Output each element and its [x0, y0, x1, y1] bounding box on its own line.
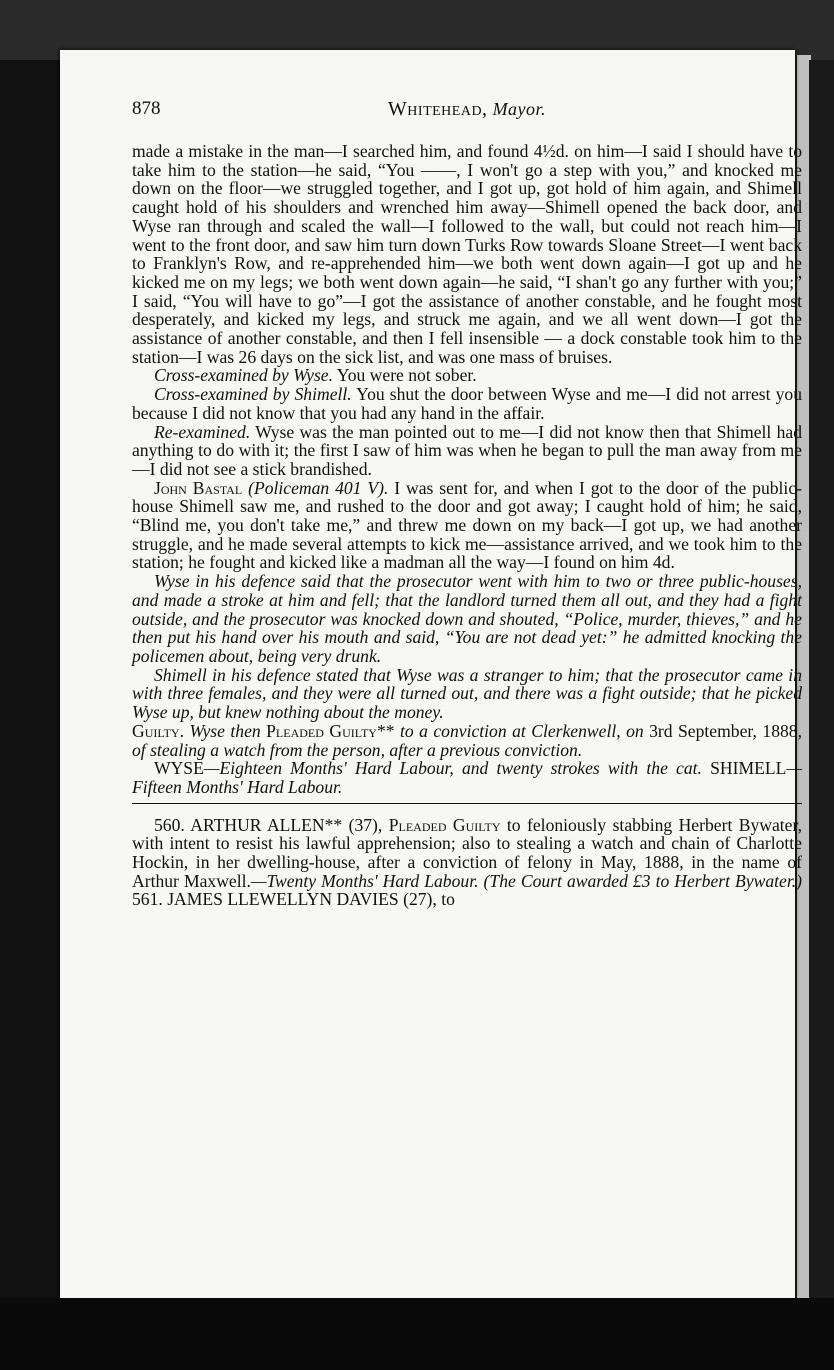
paragraph-witness-john-bastal — [132, 479, 802, 573]
book-page — [60, 50, 803, 1298]
cross-exam-text: You were not sober. — [333, 365, 477, 386]
defendant-name-wyse: WYSE — [154, 758, 204, 779]
re-exam-text: Wyse was the man pointed out to me—I did not know then that Shimell had anything to do with it; the first I saw of him was when he began to pull the man away from me—I did not see a stick brandished. — [132, 421, 802, 479]
running-head — [132, 98, 802, 121]
case-number: 560. — [154, 814, 191, 835]
verdict-label: Guilty. — [132, 720, 184, 741]
conviction-date: 3rd September, 1888, — [649, 720, 802, 741]
cross-exam-text: You shut the door between Wyse and me—I did not arrest you because I did not know that you had any hand in the affair. — [132, 384, 803, 423]
defendant-age: (37), — [342, 814, 389, 835]
paragraph-sentences — [132, 759, 802, 796]
page-number: 878 — [132, 98, 161, 119]
court-award: (The Court awarded £3 to Herbert Bywater.) — [478, 870, 802, 891]
running-head-name: Whitehead, — [387, 98, 488, 120]
paragraph-case-560 — [132, 816, 802, 910]
page-header — [132, 98, 802, 128]
verdict-text-c: of stealing a watch from the person, after a previous conviction. — [132, 739, 583, 760]
case-charge: to feloniously stabbing Herbert Bywater, with intent to resist his lawful apprehension; also to stealing a watch and chain of Charlotte Hockin, in her dwelling-house, after a conviction of felony in May, 1888, in the name of Arthur Maxwell. — [132, 814, 803, 891]
next-case-start: 561. JAMES LLEWELLYN DAVIES (27), to — [132, 889, 455, 910]
section-divider — [132, 803, 802, 804]
paragraph-cross-examined-wyse — [132, 366, 802, 385]
pleaded-guilty-label: Pleaded Guilty** — [266, 720, 395, 741]
paragraph-wyse-defence: Wyse in his defence said that the prosecutor went with him to two or three public-houses, and made a stroke at him and fell; that the landlord turned them all out, and they had a fight outside, and the prosecutor was knocked down and shouted, “Police, murder, thieves,” and he then put his hand over his mouth and said, “You are not dead yet:” he admitted knocking the policemen about, being very drunk. — [132, 571, 802, 666]
defendant-name-shimell: SHIMELL — [701, 758, 787, 779]
paragraph-cross-examined-shimell — [132, 385, 802, 422]
paragraph-shimell-defence: Shimell in his defence stated that Wyse was a stranger to him; that the prosecutor came in with three females, and they were all turned out, and there was a fight outside; that he picked Wyse up, but knew nothing about the money. — [132, 664, 802, 723]
scan-border-left — [0, 60, 60, 1300]
cross-exam-label: Cross-examined by Wyse. — [154, 365, 333, 386]
paragraph-testimony-continued: made a mistake in the man—I searched him, and found 4½d. on him—I said I should have to take him to the station—he said, “You ——, I won't go a step with you,” and knocked me down on the floor—we struggled together, and I got up, got hold of him again, and Shimell caught hold of his shoulders and wrenched him away—Shimell opened the back door, and Wyse ran through and scaled the wall—I followed to the wall, but could not reach him—I went to the front door, and saw him turn down Turks Row towards Sloane Street—I went back to Franklyn's Row, and re-apprehended him—we both went down again—I got up and he kicked me on my legs; we both went down again—he said, “I shan't go any further with you;” I said, “You will have to go”—I got the assistance of another constable, and he fought most desperately, and kicked my legs, and struck me again, and we all went down—I got the assistance of another constable, and then I fell insensible — a dock constable took him to the station—I was 26 days on the sick list, and was one mass of bruises. — [132, 141, 802, 367]
defendant-name-allen: ARTHUR ALLEN** — [190, 814, 343, 835]
scan-border-bottom — [0, 1298, 834, 1370]
verdict-text-a: Wyse then — [184, 720, 267, 741]
re-exam-label: Re-examined. — [154, 421, 251, 442]
paragraph-re-examined — [132, 423, 802, 479]
sentence-wyse: —Eighteen Months' Hard Labour, and twenty strokes with the cat. — [203, 758, 702, 779]
witness-name: John Bastal — [154, 477, 243, 498]
witness-testimony: I was sent for, and when I got to the door of the public-house Shimell saw me, and rushed to the door and got away; I caught hold of him; he said, “Blind me, you don't take me,” and threw me down on my back—I got up, we had another struggle, and he made several attempts to kick me—assistance arrived, and we took him to the station; he fought and kicked like a madman all the way—I found on him 4d. — [132, 477, 802, 573]
cross-exam-label: Cross-examined by Shimell. — [154, 384, 352, 405]
paragraph-verdict — [132, 722, 802, 759]
witness-role: (Policeman 401 V). — [242, 477, 389, 498]
running-head-title: Mayor. — [492, 99, 547, 119]
sentence-allen: —Twenty Months' Hard Labour. — [250, 870, 479, 891]
page-body — [132, 142, 802, 909]
verdict-text-b: to a conviction at Clerkenwell, on — [394, 720, 650, 741]
pleaded-guilty-label: Pleaded Guilty — [388, 814, 501, 835]
scan-border-right — [809, 60, 834, 1300]
sentence-shimell: —Fifteen Months' Hard Labour. — [132, 758, 802, 797]
